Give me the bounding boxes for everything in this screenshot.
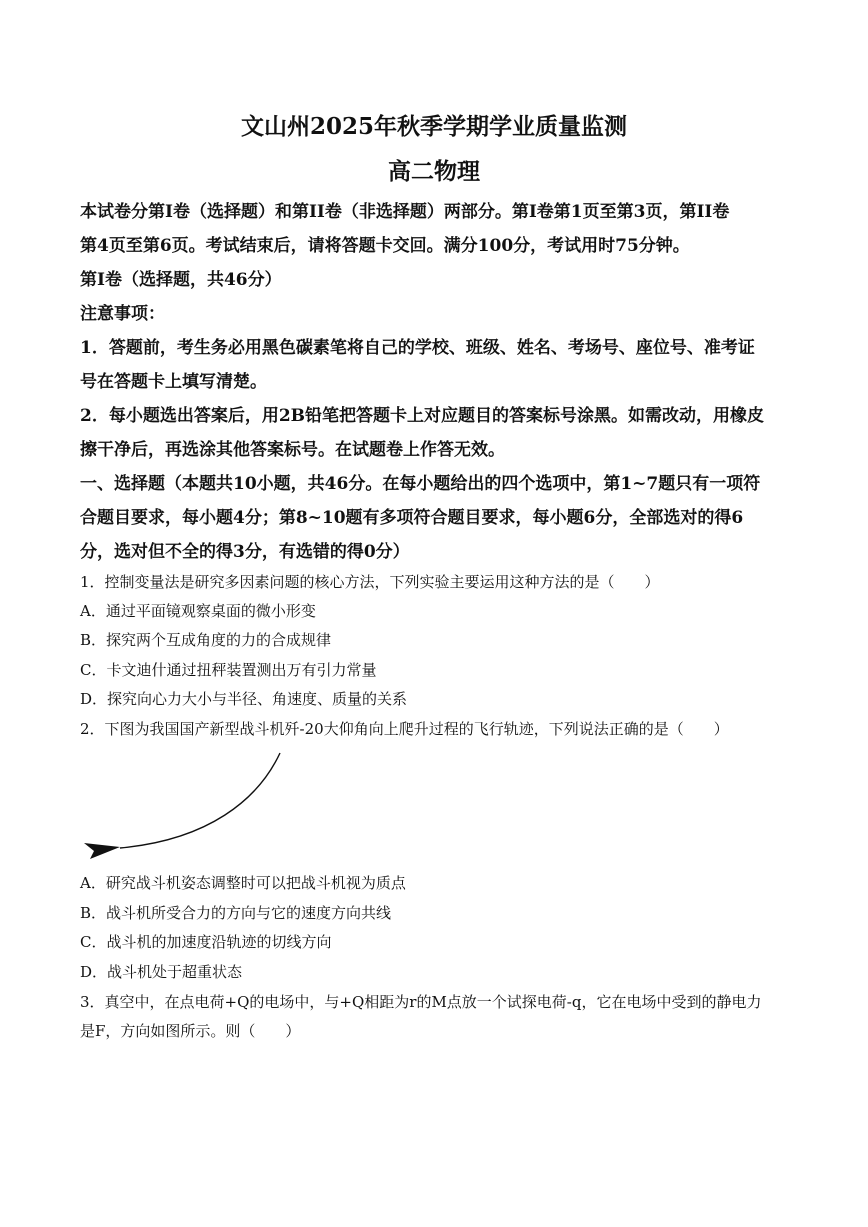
question-stem: 1．控制变量法是研究多因素问题的核心方法，下列实验主要运用这种方法的是（ ） — [80, 573, 660, 591]
notice-heading: 注意事项： — [80, 304, 165, 324]
part-heading: 合题目要求，每小题4分；第8~10题有多项符合题目要求，每小题6分，全部选对的得6 — [80, 508, 744, 528]
intro-line: 本试卷分第I卷（选择题）和第II卷（非选择题）两部分。第I卷第1页至第3页，第II卷 — [80, 202, 730, 222]
question-option: D．探究向心力大小与半径、角速度、质量的关系 — [80, 690, 408, 708]
notice-item: 1．答题前，考生务必用黑色碳素笔将自己的学校、班级、姓名、考场号、座位号、准考证 — [80, 338, 755, 358]
question-option: B．战斗机所受合力的方向与它的速度方向共线 — [80, 904, 392, 922]
question-option: C．卡文迪什通过扭秤装置测出万有引力常量 — [80, 661, 377, 679]
part-heading: 一、选择题（本题共10小题，共46分。在每小题给出的四个选项中，第1~7题只有一项符 — [80, 474, 761, 494]
question-stem: 2．下图为我国国产新型战斗机歼-20大仰角向上爬升过程的飞行轨迹，下列说法正确的是（ ） — [80, 720, 729, 738]
question-option: D．战斗机处于超重状态 — [80, 963, 243, 981]
section-heading: 第I卷（选择题，共46分） — [80, 270, 282, 290]
question-option: C．战斗机的加速度沿轨迹的切线方向 — [80, 933, 332, 951]
notice-item: 号在答题卡上填写清楚。 — [80, 372, 267, 392]
fighter-jet-icon — [84, 843, 120, 859]
question-option: B．探究两个互成角度的力的合成规律 — [80, 631, 332, 649]
question-stem: 是F，方向如图所示。则（ ） — [80, 1022, 301, 1040]
notice-item: 2．每小题选出答案后，用2B铅笔把答题卡上对应题目的答案标号涂黑。如需改动，用橡皮 — [80, 406, 765, 426]
notice-item: 擦干净后，再选涂其他答案标号。在试题卷上作答无效。 — [80, 440, 505, 460]
exam-subtitle: 高二物理 — [388, 158, 480, 185]
question-option: A．研究战斗机姿态调整时可以把战斗机视为质点 — [80, 874, 406, 892]
flight-trajectory-figure — [78, 745, 298, 870]
question-stem: 3．真空中，在点电荷+Q的电场中，与+Q相距为r的M点放一个试探电荷-q，它在电场中受到的静电力 — [80, 993, 762, 1011]
part-heading: 分，选对但不全的得3分，有选错的得0分） — [80, 542, 410, 562]
trajectory-curve — [120, 753, 280, 848]
intro-line: 第4页至第6页。考试结束后，请将答题卡交回。满分100分，考试用时75分钟。 — [80, 236, 690, 256]
exam-title: 文山州2025年秋季学期学业质量监测 — [240, 113, 627, 140]
question-option: A．通过平面镜观察桌面的微小形变 — [80, 602, 316, 620]
